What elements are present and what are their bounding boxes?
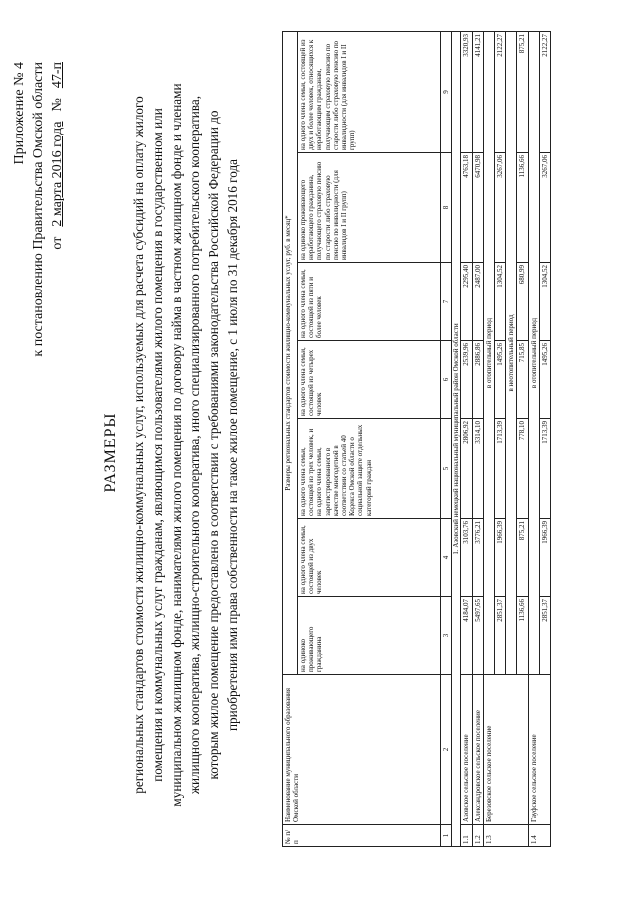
value-cell: 1136,66 [517,597,528,675]
value-cell: 1304,52 [539,263,550,341]
col-index: 1 [441,825,452,847]
value-cell: 2295,40 [461,263,472,341]
header-c8: на одиноко проживающего неработающего гражданина, получающего страховую пенсию по старости либо страховую пенсию по инвалидности (для инвалидов I и II групп) [298,153,441,263]
header-name: Наименование муниципального образования Омской области [283,675,441,825]
table-row [461,31,472,846]
row-name: Азовское сельское поселение [461,675,472,825]
row-num: 1.2 [472,825,483,847]
value-cell: 1495,26 [539,341,550,419]
resolution-date: 2 марта 2016 года [50,121,65,227]
value-cell: 3314,10 [472,419,483,519]
appendix-date-line [48,62,67,357]
value-cell: 1304,52 [495,263,506,341]
value-cell: 3267,06 [539,153,550,263]
col-index: 6 [441,341,452,419]
value-cell: 2122,27 [539,31,550,152]
value-cell: 3776,21 [472,519,483,597]
value-cell: 3320,93 [461,31,472,152]
value-cell: 6470,98 [472,153,483,263]
row-name: Александровское сельское поселение [472,675,483,825]
column-index-row [441,31,452,846]
col-index: 9 [441,31,452,152]
row-name: Гауфское сельское поселение [528,675,550,825]
col-index: 2 [441,675,452,825]
col-index: 5 [441,419,452,519]
value-cell: 680,99 [517,263,528,341]
date-prefix: от [50,236,65,250]
header-group: Размеры региональных стандартов стоимости жилищно-коммунальных услуг, руб. в месяц* [283,31,298,674]
document-subtitle: региональных стандартов стоимости жилищно-коммунальных услуг, используемых для расчета субсидий на оплату жилого помещения и коммунальных услуг гражданам, являющимся пользователями жилого помещения в государственном или муниципальном жилищном фонде, нанимателями жилого помещения по договору найма в частном жилищном фонде и членами жилищного кооператива, жилищно-строительного кооператива, иного специализированного потребительского кооператива, которым жилое помещение предоставлено в соответствии с требованиями законодательства Российской Федерации до приобретения ими права собственности на такое жилое помещение, с 1 июля по 31 декабря 2016 года [131,83,240,807]
header-c5: на одного члена семьи, состоящей из трех человек, и на одного члена семьи, зарегистрированного в качестве многодетной в соответствии со статьей 40 Кодекса Омской области о социальной защите отдельных категорий граждан [298,419,441,519]
header-c3: на одиноко проживающего гражданина [298,597,441,675]
header-num: № п/п [283,825,441,847]
value-cell: 4184,07 [461,597,472,675]
table-row [472,31,483,846]
value-cell: 2806,92 [461,419,472,519]
value-cell: 1966,39 [495,519,506,597]
value-cell: 1713,39 [539,419,550,519]
value-cell: 715,85 [517,341,528,419]
table-row [483,31,494,846]
col-index: 4 [441,519,452,597]
col-index: 3 [441,597,452,675]
appendix-title: Приложение № 4 [12,62,27,165]
row-num: 1.1 [461,825,472,847]
period-label-nonheating: в неотопительный период [506,31,517,674]
row-name: Березовское сельское поселение [483,675,528,825]
value-cell: 1136,66 [517,153,528,263]
value-cell: 3103,76 [461,519,472,597]
header-c9: на одного члена семьи, состоящей из двух и более человек, относящихся к неработающим гражданам, получающим страховую пенсию по старости либо страховую пенсию по инвалидности (для инвалидов I и II групп) [298,31,441,152]
resolution-number: 47-п [50,62,65,89]
value-cell: 2886,86 [472,341,483,419]
header-c6: на одного члена семьи, состоящей из четырех человек [298,341,441,419]
header-c7: на одного члена семьи, состоящей из пяти и более человек [298,263,441,341]
standards-table [282,31,551,847]
table-row [528,31,539,846]
district-name: 1. Азовский немецкий национальный муниципальный район Омской области [452,31,461,846]
value-cell: 1966,39 [539,519,550,597]
value-cell: 778,10 [517,419,528,519]
appendix-block [10,62,67,357]
value-cell: 2539,96 [461,341,472,419]
value-cell: 4763,18 [461,153,472,263]
value-cell: 2487,00 [472,263,483,341]
period-label-heating: в отопительный период [483,31,494,674]
value-cell: 5497,65 [472,597,483,675]
col-index: 7 [441,263,452,341]
appendix-resolution: к постановлению Правительства Омской области [31,62,46,357]
value-cell: 875,21 [517,31,528,152]
col-index: 8 [441,153,452,263]
district-row [452,31,461,846]
value-cell: 2851,37 [495,597,506,675]
value-cell: 1495,26 [495,341,506,419]
document-heading: РАЗМЕРЫ [102,412,119,493]
row-num: 1.3 [483,825,528,847]
value-cell: 2122,27 [495,31,506,152]
value-cell: 1713,39 [495,419,506,519]
row-num: 1.4 [528,825,550,847]
value-cell: 3267,06 [495,153,506,263]
header-c4: на одного члена семьи, состоящей из двух человек [298,519,441,597]
value-cell: 4141,21 [472,31,483,152]
number-prefix: № [50,98,65,112]
value-cell: 875,21 [517,519,528,597]
value-cell: 2851,37 [539,597,550,675]
period-label-heating: в отопительный период [528,31,539,674]
